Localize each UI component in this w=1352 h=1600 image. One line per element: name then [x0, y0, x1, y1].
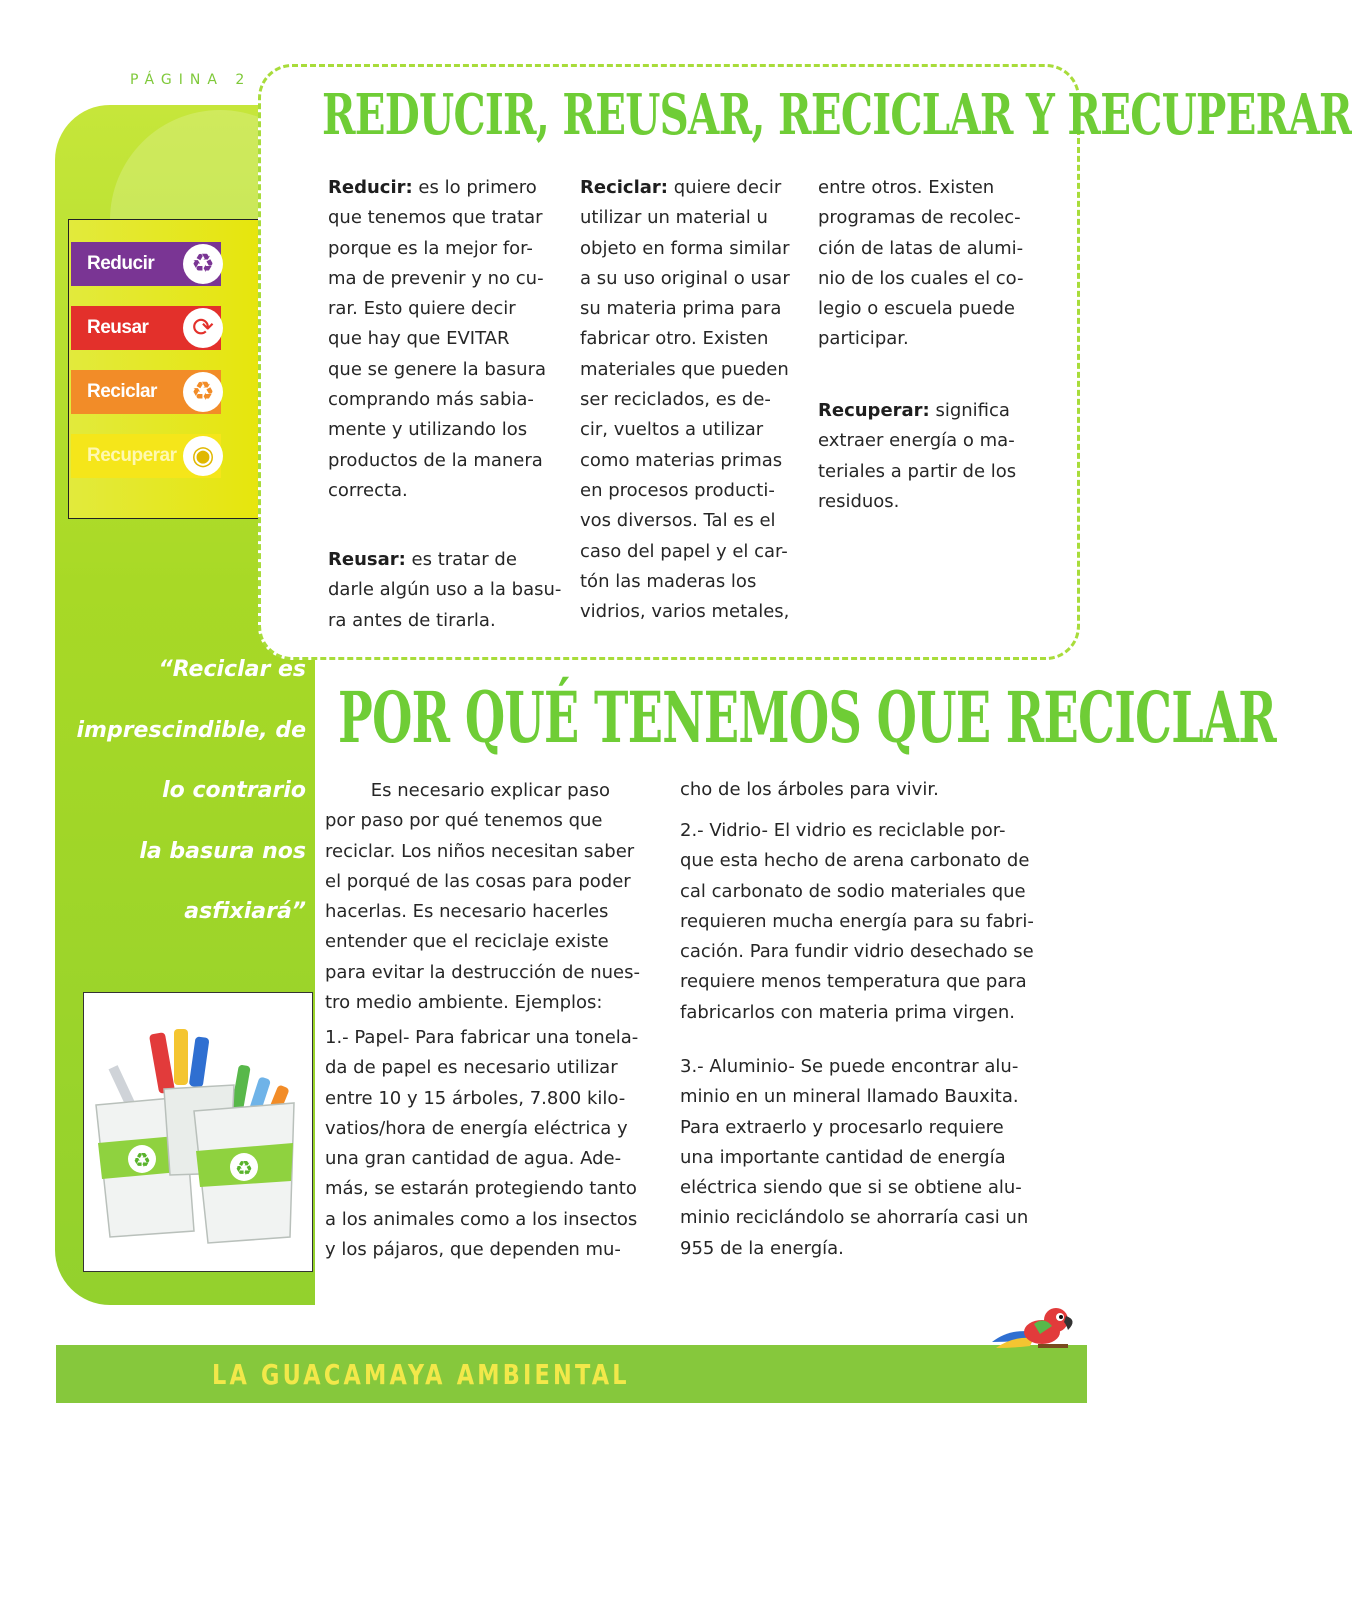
- paragraph-papel-continued: cho de los árboles para vivir.: [680, 779, 939, 800]
- recycle-icon: ♻: [183, 372, 223, 412]
- parrot-icon: [990, 1302, 1080, 1358]
- recycle-icon: ♻: [183, 244, 223, 284]
- paragraph-recuperar: Recuperar: significa extraer energía o ma- teriales a partir de los residuos.: [818, 400, 1017, 512]
- term-label: Reusar:: [328, 549, 406, 570]
- legend-label: Reusar: [87, 317, 149, 338]
- paragraph-reusar: Reusar: es tratar de darle algún uso a la basu- ra antes de tirarla.: [328, 549, 562, 631]
- recovery-icon: ◉: [183, 436, 223, 476]
- term-label: Recuperar:: [818, 400, 930, 421]
- paragraph-reducir: Reducir: es lo primero que tenemos que tratar porque es la mejor for- ma de prevenir y no cu- rar. Esto quiere decir que hay que EVITAR que se genere la basura comprando más sabia- mente y utilizando los productos de la manera correcta.: [328, 177, 547, 501]
- paragraph-aluminio: 3.- Aluminio- Se puede encontrar alu- minio en un mineral llamado Bauxita. Para extraerlo y procesarlo requiere una importante cantidad de energía eléctrica siendo que si se obtiene alu- minio reciclándolo se ahorraría casi un 955 de la energía.: [680, 1056, 1029, 1259]
- pull-quote: “Reciclar es imprescindible, de lo contrario la basura nos asfixiará”: [76, 657, 306, 924]
- paragraph-reciclar-continued: entre otros. Existen programas de recolec- ción de latas de alumi- nio de los cuales el co- legio o escuela puede participar.: [818, 177, 1024, 350]
- svg-text:♻: ♻: [235, 1156, 253, 1180]
- paragraph-vidrio: 2.- Vidrio- El vidrio es reciclable por- que esta hecho de arena carbonato de cal carbonato de sodio materiales que requieren mucha energía para su fabri- cación. Para fundir vidrio desechado se requiere menos temperatura que para fabricarlos con materia prima virgen.: [680, 820, 1034, 1023]
- section-title-por-que-reciclar: POR QUÉ TENEMOS QUE RECICLAR: [338, 676, 1277, 759]
- term-label: Reducir:: [328, 177, 413, 198]
- legend-label: Reciclar: [87, 381, 157, 402]
- recycling-bins-illustration: [83, 992, 313, 1272]
- legend-label: Reducir: [87, 253, 155, 274]
- cycle-icon: ⟳: [183, 308, 223, 348]
- term-label: Reciclar:: [580, 177, 668, 198]
- recycling-bins-graphic: [84, 993, 312, 1271]
- page-number-label: PÁGINA 2: [130, 72, 252, 88]
- svg-text:♻: ♻: [133, 1148, 151, 1172]
- paragraph-intro: Es necesario explicar paso por paso por qué tenemos que reciclar. Los niños necesitan saber el porqué de las cosas para poder hacerlas. Es necesario hacerles entender que el reciclaje existe para evitar la destrucción de nues- tro medio ambiente. Ejemplos:: [325, 780, 640, 1014]
- paragraph-papel: 1.- Papel- Para fabricar una tonela- da de papel es necesario utilizar entre 10 y 15 árboles, 7.800 kilo- vatios/hora de energía eléctrica y una gran cantidad de agua. Ade- más, se estarán protegiendo tanto a los animales como a los insectos y los pájaros, que dependen mu-: [325, 1027, 639, 1261]
- footer-title: LA GUACAMAYA AMBIENTAL: [212, 1358, 630, 1391]
- paragraph-reciclar: Reciclar: quiere decir utilizar un material u objeto en forma similar a su uso original o usar su materia prima para fabricar otro. Existen materiales que pueden ser reciclados, es de- cir, vueltos a utilizar como materias primas en procesos producti- vos diversos. Tal es el caso del papel y el car- tón las maderas los vidrios, varios metales,: [580, 177, 790, 623]
- legend-label: Recuperar: [87, 445, 177, 466]
- section-title-rrrr: REDUCIR, REUSAR, RECICLAR Y RECUPERAR: [322, 82, 1352, 148]
